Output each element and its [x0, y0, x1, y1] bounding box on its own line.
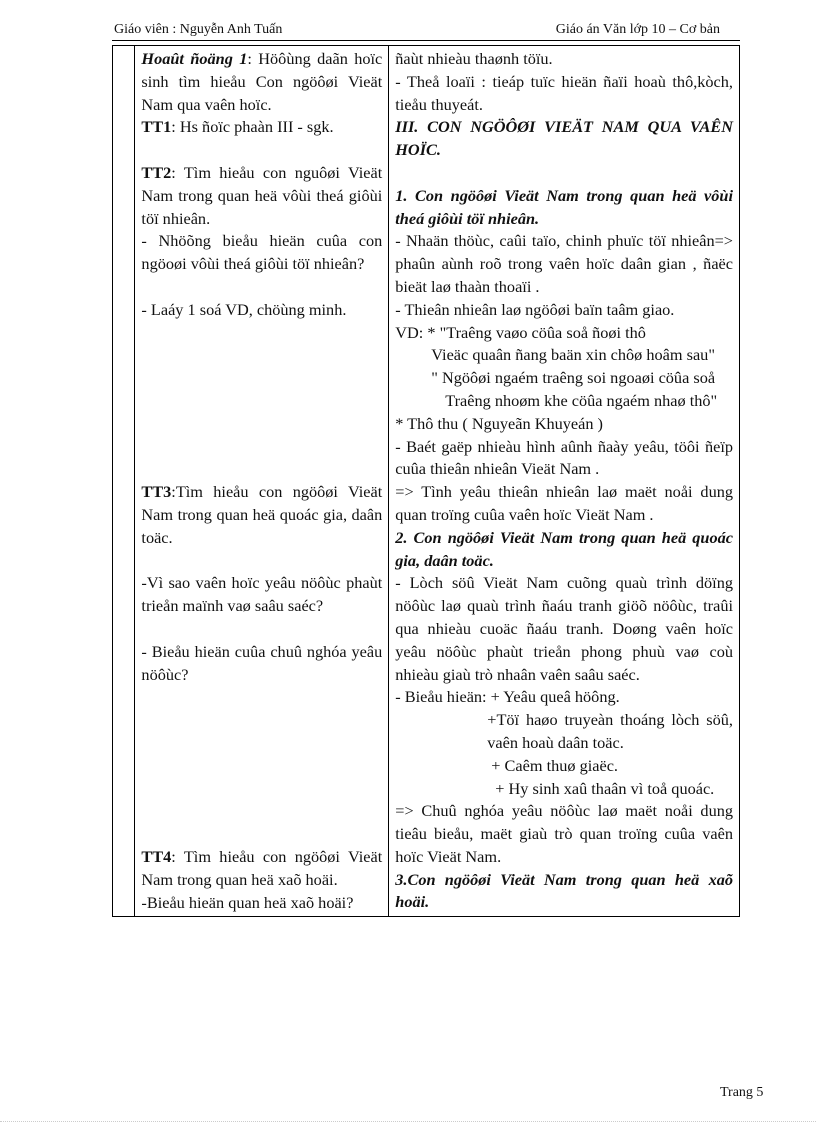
content-line: " Ngöôøi ngaém traêng soi ngoaøi cöûa soå: [431, 368, 716, 388]
lesson-table: [112, 45, 740, 917]
content-line: - Lòch söû Vieät Nam cuõng quaù trình döïng nöôùc laø quaù trình ñaáu tranh giöõ nöôùc, traûi qua nhieàu cuoäc ñaáu tranh. Doøng vaên hoïc yeâu nöôùc phaùt trieån phong phuù vaø coù nhieàu giaù trò nhaân vaên saâu saéc.: [395, 573, 733, 684]
margin-column: [113, 46, 135, 917]
content-line: - Theå loaïi : tieáp tuïc hieän ñaïi hoaù thô,kòch, tieåu thuyeát.: [395, 71, 733, 114]
content-line: - Baét gaëp nhieàu hình aûnh ñaày yeâu, töôi ñeïp cuûa thieân nhieân Vieät Nam .: [395, 436, 733, 479]
question-2: - Laáy 1 soá VD, chöùng minh.: [141, 299, 347, 319]
activity-1: Hoaût ñoäng 1: Höôùng daãn hoïc sinh tìm hieåu Con ngöôøi Vieät Nam qua vaên hoïc.: [141, 49, 383, 114]
question-1: - Nhöõng bieåu hieän cuûa con ngöoøi vôùi theá giôùi töï nhieân?: [141, 231, 383, 274]
teacher-activity-column: [135, 46, 389, 917]
question-3: -Vì sao vaên hoïc yeâu nöôùc phaùt trieån maïnh vaø saâu saéc?: [141, 573, 383, 616]
content-line: Vieäc quaân ñang baän xin chôø hoâm sau": [431, 345, 715, 365]
question-4: - Bieåu hieän cuûa chuû nghóa yeâu nöôùc?: [141, 641, 383, 684]
subheading-2: 2. Con ngöôøi Vieät Nam trong quan heä quoác gia, daân toäc.: [395, 527, 733, 570]
content-column: [389, 46, 740, 917]
content-line: - Thieân nhieân laø ngöôøi baïn taâm giao.: [395, 299, 675, 319]
content-line: Traêng nhoøm khe cöûa ngaém nhaø thô": [445, 390, 718, 410]
content-line: * Thô thu ( Nguyeãn Khuyeán ): [395, 413, 603, 433]
subheading-3: 3.Con ngöôøi Vieät Nam trong quan heä xaõ hoäi.: [395, 869, 733, 912]
content-line: + Hy sinh xaû thaân vì toå quoác.: [495, 778, 715, 798]
task-1: TT1: Hs ñoïc phaàn III - sgk.: [141, 117, 334, 137]
content-line: - Nhaän thöùc, caûi taïo, chinh phuïc töï nhieân=> phaûn aùnh roõ trong vaên hoïc daân gian , ñaëc bieät laø thaàn thoaïi .: [395, 231, 733, 296]
header-divider: [112, 40, 740, 41]
task-4: TT4: Tìm hieåu con ngöôøi Vieät Nam trong quan heä xaõ hoäi.: [141, 846, 383, 889]
subheading-1: 1. Con ngöôøi Vieät Nam trong quan heä vôùi theá giôùi töï nhieân.: [395, 185, 733, 228]
content-line: VD: * "Traêng vaøo cöûa soå ñoøi thô: [395, 322, 646, 342]
content-line: - Bieåu hieän: + Yeâu queâ höông.: [395, 687, 620, 707]
section-heading: III. CON NGÖÔØI VIEÄT NAM QUA VAÊN HOÏC.: [395, 117, 733, 160]
lesson-title: Giáo án Văn lớp 10 – Cơ bản: [555, 22, 720, 37]
task-2: TT2: Tìm hieåu con nguôøi Vieät Nam trong quan heä vôùi theá giôùi töï nhieân.: [141, 162, 383, 228]
content-line: => Chuû nghóa yeâu nöôùc laø maët noåi dung tieâu bieåu, maët giaù trò quan troïng cuûa vaên hoïc Vieät Nam.: [395, 801, 733, 866]
question-5: -Bieåu hieän quan heä xaõ hoäi?: [141, 892, 354, 912]
page-header: [114, 22, 720, 40]
content-line: => Tình yeâu thieân nhieân laø maët noåi dung quan troïng cuûa vaên hoïc Vieät Nam .: [395, 482, 733, 524]
teacher-name: Giáo viên : Nguyễn Anh Tuấn: [114, 22, 283, 37]
content-line: +Töï haøo truyeàn thoáng lòch söû, vaên hoaù daân toäc.: [487, 710, 733, 752]
page-number: Trang 5: [720, 1085, 764, 1100]
content-line: + Caêm thuø giaëc.: [491, 755, 618, 775]
page-edge: [0, 1121, 816, 1122]
table-row: [113, 46, 740, 917]
task-3: TT3:Tìm hieåu con ngöôøi Vieät Nam trong quan heä quoác gia, daân toäc.: [141, 482, 383, 547]
content-line: ñaùt nhieàu thaønh töïu.: [395, 49, 553, 68]
